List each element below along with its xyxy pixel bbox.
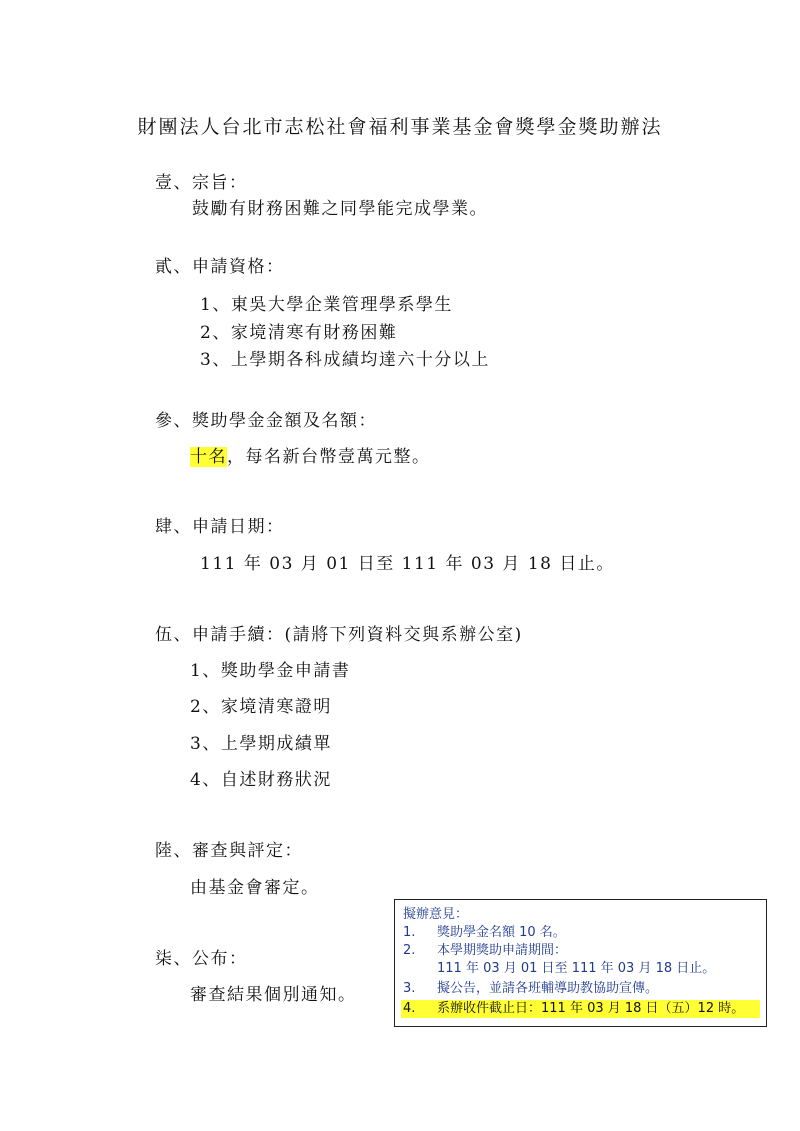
eligibility-item: 2、家境清寒有財務困難 (200, 323, 398, 343)
quota-highlight: 十名 (190, 447, 227, 467)
amount-text: ，每名新台幣壹萬元整。 (227, 447, 431, 467)
note-item (395, 924, 766, 942)
note-item-text: 111 年 03 月 01 日至 111 年 03 月 18 日止。 (437, 961, 716, 976)
section-heading-purpose: 壹、宗旨： (155, 173, 248, 193)
announcement-text: 審查結果個別通知。 (190, 985, 357, 1005)
section-heading-amount: 參、獎助學金金額及名額： (155, 411, 377, 431)
note-item-deadline (401, 1000, 760, 1018)
procedure-item: 2、家境清寒證明 (190, 697, 332, 717)
note-item-text: 擬公告，並請各班輔導助教協助宣傳。 (437, 981, 659, 996)
note-title-row (395, 906, 766, 924)
note-item-text: 系辦收件截止日：111 年 03 月 18 日（五）12 時。 (437, 1001, 745, 1016)
note-title: 擬辦意見： (403, 907, 469, 922)
procedure-item: 3、上學期成績單 (190, 734, 332, 754)
note-item-number: 2. (403, 943, 416, 958)
amount-line (190, 442, 431, 467)
review-note-box (394, 899, 767, 1027)
document-title: 財團法人台北市志松社會福利事業基金會獎學金獎助辦法 (137, 116, 663, 138)
date-text: 111 年 03 月 01 日至 111 年 03 月 18 日止。 (200, 554, 615, 574)
section-heading-date: 肆、申請日期： (155, 517, 285, 537)
eligibility-item: 3、上學期各科成績均達六十分以上 (200, 350, 490, 370)
note-item (395, 960, 766, 978)
procedure-item: 4、自述財務狀況 (190, 770, 332, 790)
note-item-number: 4. (403, 1001, 416, 1016)
review-text: 由基金會審定。 (190, 878, 320, 898)
note-item (395, 980, 766, 998)
note-item-text: 獎助學金名額 10 名。 (437, 925, 566, 940)
eligibility-item: 1、東吳大學企業管理學系學生 (200, 295, 453, 315)
note-item (395, 942, 766, 960)
purpose-text: 鼓勵有財務困難之同學能完成學業。 (192, 199, 488, 219)
section-heading-procedure: 伍、申請手續：(請將下列資料交與系辦公室) (155, 625, 523, 645)
note-item-number: 3. (403, 981, 416, 996)
section-heading-review: 陸、審查與評定： (155, 841, 303, 861)
note-item-number: 1. (403, 925, 416, 940)
note-item-text: 本學期獎助申請期間： (437, 943, 568, 958)
section-heading-announcement: 柒、公布： (155, 949, 248, 969)
section-heading-eligibility: 貳、申請資格： (155, 257, 285, 277)
procedure-item: 1、獎助學金申請書 (190, 661, 351, 681)
